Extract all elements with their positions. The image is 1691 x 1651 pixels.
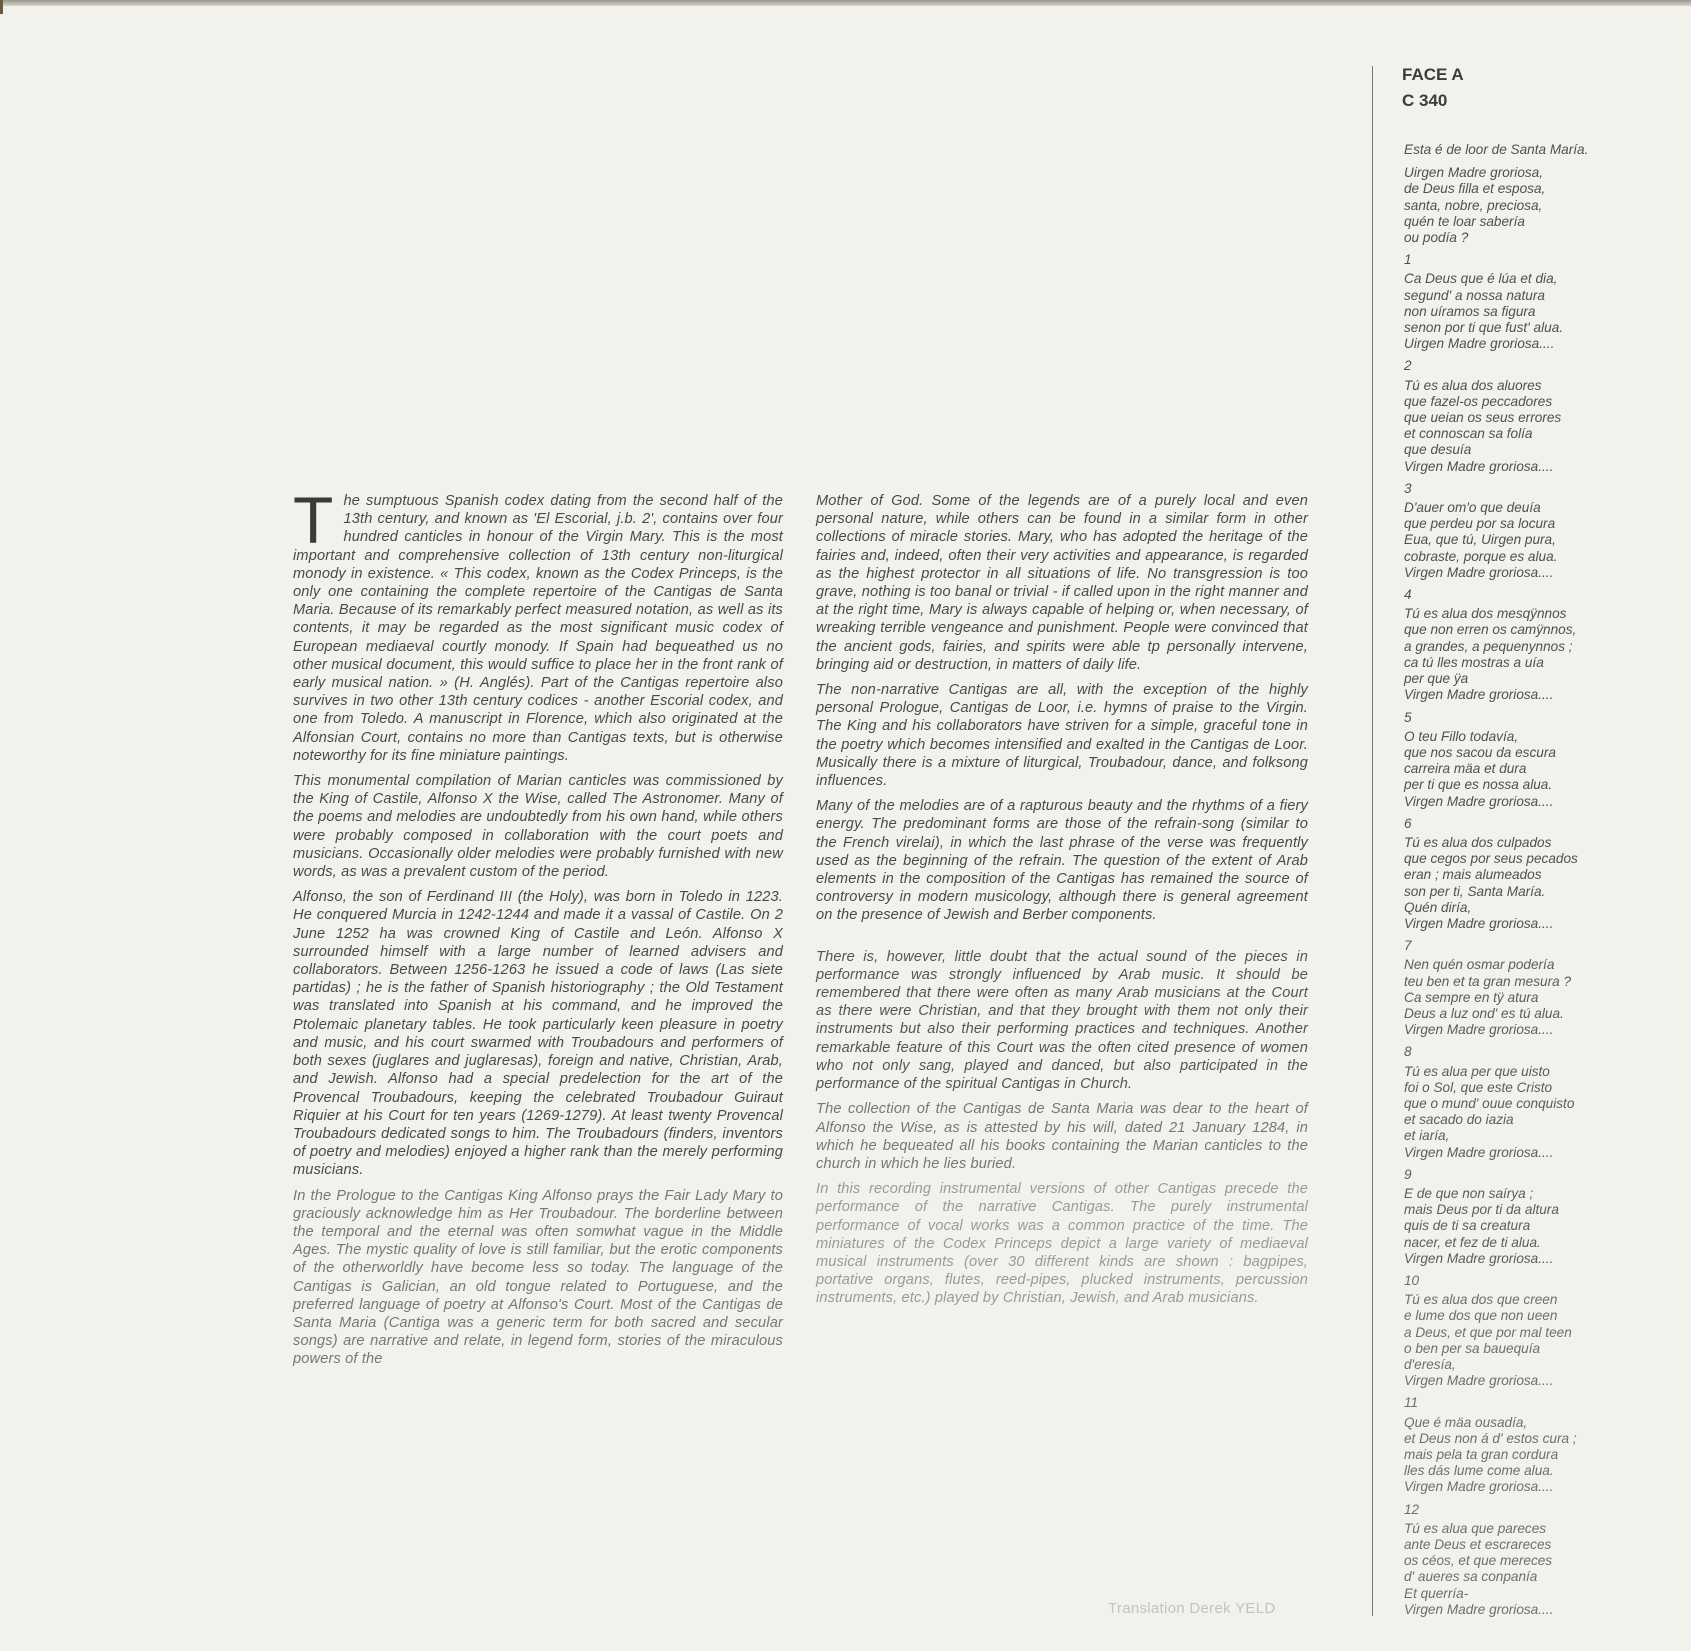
essay-paragraph: The collection of the Cantigas de Santa Maria was dear to the heart of Alfonso the Wise, as is attested by his will, dated 21 January 1284, in which he bequeated all his books containing the Marian canticles to the church in which he lies buried. xyxy=(816,1101,1308,1172)
essay-paragraph: There is, however, little doubt that the actual sound of the pieces in performance was strongly influenced by Arab music. It should be remembered that there were often as many Arab musicians at the Court as there were Christian, and that they brought with them not only their instruments but also their performing practices and techniques. Another remarkable feature of this Court was the often cited presence of women who not only sang, played and danced, but also participated in the performance of the spiritual Cantigas in Church. xyxy=(816,948,1308,1093)
stanza-line: senon por ti que fust' alua. xyxy=(1404,320,1564,336)
column-divider xyxy=(1372,66,1373,1616)
refrain-line: de Deus filla et esposa, xyxy=(1404,181,1546,197)
stanza-line: O teu Fillo todavía, xyxy=(1404,728,1519,744)
stanza-line: e lume dos que non ueen xyxy=(1404,1308,1558,1324)
stanza-line: mais pela ta gran cordura xyxy=(1404,1447,1559,1463)
stanza-number: 6 xyxy=(1404,815,1412,831)
essay-paragraph: Alfonso, the son of Ferdinand III (the Holy), was born in Toledo in 1223. He conquered Murcia in 1242-1244 and made it a vassal of Castile. On 2 June 1252 ha was crowned King of Castile and León. Alfonso X surrounded himself with a large number of learned advisers and collaborators. Between 1256-1263 he issued a code of laws (Las siete partidas) ; he is the father of Spanish historiography ; the Old Testament was translated into Spanish at his command, and he improved the Ptolemaic planetary tables. He took particularly keen pleasure in poetry and music, and his court swarmed with Troubadours and performers of both sexes (juglares and juglaresas), foreign and native, Christian, Arab, and Jewish. Alfonso had a special predelection for the art of the Provencal Troubadours, keeping the celebrated Troubadour Guiraut Riquier at his Court for ten years (1269-1279). At least twenty Provencal Troubadours dedicated songs to him. The Troubadours (finders, inventors of poetry and melodies) enjoyed a higher rank than the merely performing musicians. xyxy=(293,889,783,1179)
stanza-line: que non erren os camÿnnos, xyxy=(1404,622,1577,638)
stanza-line: Virgen Madre groriosa.... xyxy=(1404,1479,1554,1495)
lyrics-column xyxy=(1404,142,1674,1618)
paragraph-gap xyxy=(816,932,1308,948)
stanza-line: ante Deus et escrareces xyxy=(1404,1537,1552,1553)
drop-cap: T xyxy=(293,483,334,557)
stanza-line: Ca sempre en tÿ atura xyxy=(1404,989,1539,1005)
stanza-number: 4 xyxy=(1404,587,1412,603)
translation-credit: Translation Derek YELD xyxy=(1108,1600,1276,1617)
stanza-line: que ueian os seus errores xyxy=(1404,410,1562,426)
stanza xyxy=(1404,816,1674,932)
stanza-number: 2 xyxy=(1404,358,1412,374)
face-label: FACE A xyxy=(1402,65,1464,84)
stanza-line: non uíramos sa figura xyxy=(1404,303,1536,319)
stanza-line: eran ; mais alumeados xyxy=(1404,867,1542,883)
stanza-line: Virgen Madre groriosa.... xyxy=(1404,1144,1554,1160)
stanza-line: Virgen Madre groriosa.... xyxy=(1404,1022,1554,1038)
stanza-line: segund' a nossa natura xyxy=(1404,287,1545,303)
stanza-line: que fazel-os peccadores xyxy=(1404,393,1553,409)
stanza-line: Uirgen Madre groriosa.... xyxy=(1404,336,1555,352)
stanza-line: et sacado do iazia xyxy=(1404,1112,1514,1128)
essay-column-1 xyxy=(293,483,783,1376)
stanza-list xyxy=(1404,252,1674,1618)
stanza-line: Virgen Madre groriosa.... xyxy=(1404,915,1554,931)
stanza-line: ca tú lles mostras a uía xyxy=(1404,654,1544,670)
stanza-line: Deus a luz ond' es tú alua. xyxy=(1404,1005,1564,1021)
refrain-line: Uirgen Madre groriosa, xyxy=(1404,165,1544,181)
stanza-line: Ca Deus que é lúa et dia, xyxy=(1404,271,1558,287)
stanza-line: Virgen Madre groriosa.... xyxy=(1404,793,1554,809)
stanza-line: Que é mäa ousadía, xyxy=(1404,1414,1528,1430)
stanza-line: Tú es alua dos aluores xyxy=(1404,377,1542,393)
stanza-number: 10 xyxy=(1404,1273,1420,1288)
stanza-number: 1 xyxy=(1404,252,1412,268)
essay-column-2 xyxy=(816,492,1308,1315)
stanza-line: que o mund' ouue conquisto xyxy=(1404,1095,1575,1111)
stanza xyxy=(1404,1273,1674,1389)
stanza-number: 3 xyxy=(1404,480,1412,496)
stanza-line: Tú es alua que pareces xyxy=(1404,1520,1547,1536)
stanza-line: Et querría- xyxy=(1404,1585,1469,1601)
stanza xyxy=(1404,710,1674,810)
refrain-line: santa, nobre, preciosa, xyxy=(1404,197,1543,213)
stanza-line: et connoscan sa folía xyxy=(1404,426,1533,442)
stanza xyxy=(1404,252,1674,352)
stanza-line: d' aueres sa conpanía xyxy=(1404,1569,1538,1585)
stanza-line: quis de ti sa creatura xyxy=(1404,1218,1531,1234)
stanza-line: Virgen Madre groriosa.... xyxy=(1404,1601,1554,1617)
stanza-line: Virgen Madre groriosa.... xyxy=(1404,1373,1554,1389)
stanza-number: 5 xyxy=(1404,709,1412,725)
stanza-line: Virgen Madre groriosa.... xyxy=(1404,458,1554,474)
essay-paragraph: Mother of God. Some of the legends are of a purely local and even personal nature, while others can be found in a similar form in other collections of miracle stories. Mary, who has adopted the heritage of the fairies and, indeed, often their very activities and appearance, is regarded as the highest protector in all situations of life. No transgression is too grave, nothing is too banal or trivial - if called upon in the right manner and at the right time, Mary is always capable of helping or, when necessary, of wreaking terrible vengeance and punishment. People were convinced that the ancient gods, fairies, and spirits were able tp personally intervene, bringing aid or destruction, in matters of daily life. xyxy=(816,493,1308,673)
stanza-line: D'auer om'o que deuía xyxy=(1404,500,1541,516)
stanza-line: que desuía xyxy=(1404,442,1472,458)
side-label xyxy=(1402,62,1464,114)
lyrics-intro: Esta é de loor de Santa María. xyxy=(1404,142,1589,157)
stanza-line: que nos sacou da escura xyxy=(1404,744,1556,760)
stanza-line: Tú es alua dos mesqÿnnos xyxy=(1404,606,1567,622)
stanza-line: Eua, que tú, Uirgen pura, xyxy=(1404,532,1556,548)
stanza-line: carreira mäa et dura xyxy=(1404,761,1527,777)
stanza-number: 7 xyxy=(1404,938,1412,954)
stanza-line: Virgen Madre groriosa.... xyxy=(1404,687,1554,703)
stanza-line: son per ti, Santa María. xyxy=(1404,883,1546,899)
stanza-number: 12 xyxy=(1404,1501,1420,1517)
page-corner-edge xyxy=(0,0,3,14)
stanza-line: Tú es alua per que uisto xyxy=(1404,1063,1550,1079)
essay-paragraph: The non-narrative Cantigas are all, with the exception of the highly personal Prologue, Cantigas de Loor, i.e. hymns of praise to the Virgin. The King and his collaborators have striven for a simple, graceful tone in the poetry which becomes intensified and exalted in the Cantigas de Loor. Musically there is a mixture of liturgical, Troubadour, dance, and folksong influences. xyxy=(816,682,1308,790)
stanza-line: cobraste, porque es alua. xyxy=(1404,548,1558,564)
stanza-line: o ben per sa bauequía xyxy=(1404,1340,1541,1356)
essay-paragraph-text: he sumptuous Spanish codex dating from the second half of the 13th century, and known as 'El Escorial, j.b. 2', contains over four hundred canticles in honour of the Virgin Mary. This is the most important and comprehensive collection of 13th century non-liturgical monody in existence. « This codex, known as the Codex Princeps, is the only one containing the complete repertoire of the Cantigas de Santa Maria. Because of its remarkably perfect measured notation, as well as its contents, it may be regarded as the most significant music codex of European mediaeval courtly monody. If Spain had bequeathed us no other musical document, this would suffice to place her in the front rank of early musical nation. » (H. Anglés). Part of the Cantigas repertoire also survives in two other 13th century codices - another Escorial codex, and one from Toledo. A manuscript in Florence, which also originated at the Alfonsian Court, contains no more than Cantigas texts, but is otherwise noteworthy for its fine miniature paintings. xyxy=(293,493,783,764)
stanza xyxy=(1404,1395,1674,1495)
stanza-line: et Deus non á d' estos cura ; xyxy=(1404,1430,1577,1446)
stanza-line: teu ben et ta gran mesura ? xyxy=(1404,973,1572,989)
stanza-number: 9 xyxy=(1404,1166,1412,1182)
stanza-line: que perdeu por sa locura xyxy=(1404,516,1556,532)
stanza-line: foi o Sol, que este Cristo xyxy=(1404,1079,1553,1095)
stanza-line: a grandes, a pequenynnos ; xyxy=(1404,638,1573,654)
stanza-line: a Deus, et que por mal teen xyxy=(1404,1324,1572,1340)
stanza-line: Tú es alua dos culpados xyxy=(1404,834,1552,850)
stanza-number: 11 xyxy=(1404,1395,1419,1411)
essay-paragraph: This monumental compilation of Marian canticles was commissioned by the King of Castile, Alfonso X the Wise, called The Astronomer. Many of the poems and melodies are undoubtedly from his own hand, while others were probably composed in collaboration with the court poets and musicians. Occasionally older melodies were probably furnished with new words, as was a prevalent custom of the period. xyxy=(293,773,783,881)
stanza-line: E de que non saírya ; xyxy=(1404,1185,1534,1201)
stanza xyxy=(1404,1502,1674,1618)
stanza-line: lles dás lume come alua. xyxy=(1404,1463,1554,1479)
stanza xyxy=(1404,938,1674,1038)
stanza xyxy=(1404,1167,1674,1267)
stanza xyxy=(1404,358,1674,474)
stanza-line: per ti que es nossa alua. xyxy=(1404,777,1553,793)
stanza-line: Virgen Madre groriosa.... xyxy=(1404,564,1554,580)
stanza-number: 8 xyxy=(1404,1044,1412,1060)
stanza-line: que cegos por seus pecados xyxy=(1404,851,1578,867)
stanza-line: nacer, et fez de ti alua. xyxy=(1404,1234,1541,1250)
essay-paragraph: In this recording instrumental versions of other Cantigas precede the performance of the narrative Cantigas. The purely instrumental performance of vocal works was a common practice of the time. The miniatures of the Codex Princeps depict a large variety of mediaeval musical instruments (over 30 different kinds are shown : bagpipes, portative organs, flutes, reed-pipes, plucked instruments, percussion instruments, etc.) played by Christian, Jewish, and Arab musicians. xyxy=(816,1181,1308,1307)
stanza xyxy=(1404,481,1674,581)
stanza-line: per que ÿa xyxy=(1404,671,1469,687)
stanza xyxy=(1404,587,1674,703)
stanza-line: Tú es alua dos que creen xyxy=(1404,1292,1558,1308)
catalog-code: C 340 xyxy=(1402,91,1448,110)
essay-paragraph: Many of the melodies are of a rapturous beauty and the rhythms of a fiery energy. The predominant forms are those of the refrain-song (similar to the French virelai), in which the last phrase of the verse was frequently used as the beginning of the refrain. The question of the extent of Arab elements in the composition of the Cantigas has remained the source of controversy in modern musicology, although there is general agreement on the presence of Jewish and Berber components. xyxy=(816,798,1308,924)
stanza-line: Virgen Madre groriosa.... xyxy=(1404,1250,1554,1266)
stanza-line: d'eresía, xyxy=(1404,1357,1456,1373)
refrain-line: ou podía ? xyxy=(1404,230,1469,246)
stanza xyxy=(1404,1044,1674,1160)
page-top-edge xyxy=(0,0,1691,6)
essay-paragraph: In the Prologue to the Cantigas King Alfonso prays the Fair Lady Mary to graciously acknowledge him as Her Troubadour. The borderline between the temporal and the eternal was often somwhat vague in the Middle Ages. The mystic quality of love is still familiar, but the erotic components of the otherworldly have become less so today. The language of the Cantigas is Galician, an old tongue related to Portuguese, and the preferred language of poetry at Alfonso's Court. Most of the Cantigas de Santa Maria (Cantiga was a generic term for both sacred and secular songs) are narrative and relate, in legend form, stories of the miraculous powers of the xyxy=(293,1187,783,1368)
refrain xyxy=(1404,165,1674,246)
refrain-line: quén te loar sabería xyxy=(1404,213,1525,229)
stanza-line: mais Deus por ti da altura xyxy=(1404,1202,1559,1218)
stanza-line: Quén diría, xyxy=(1404,899,1472,915)
stanza-line: et iaría, xyxy=(1404,1128,1450,1144)
stanza-line: Nen quén osmar podería xyxy=(1404,957,1555,973)
stanza-line: os céos, et que mereces xyxy=(1404,1553,1553,1569)
essay-paragraph xyxy=(293,483,783,765)
